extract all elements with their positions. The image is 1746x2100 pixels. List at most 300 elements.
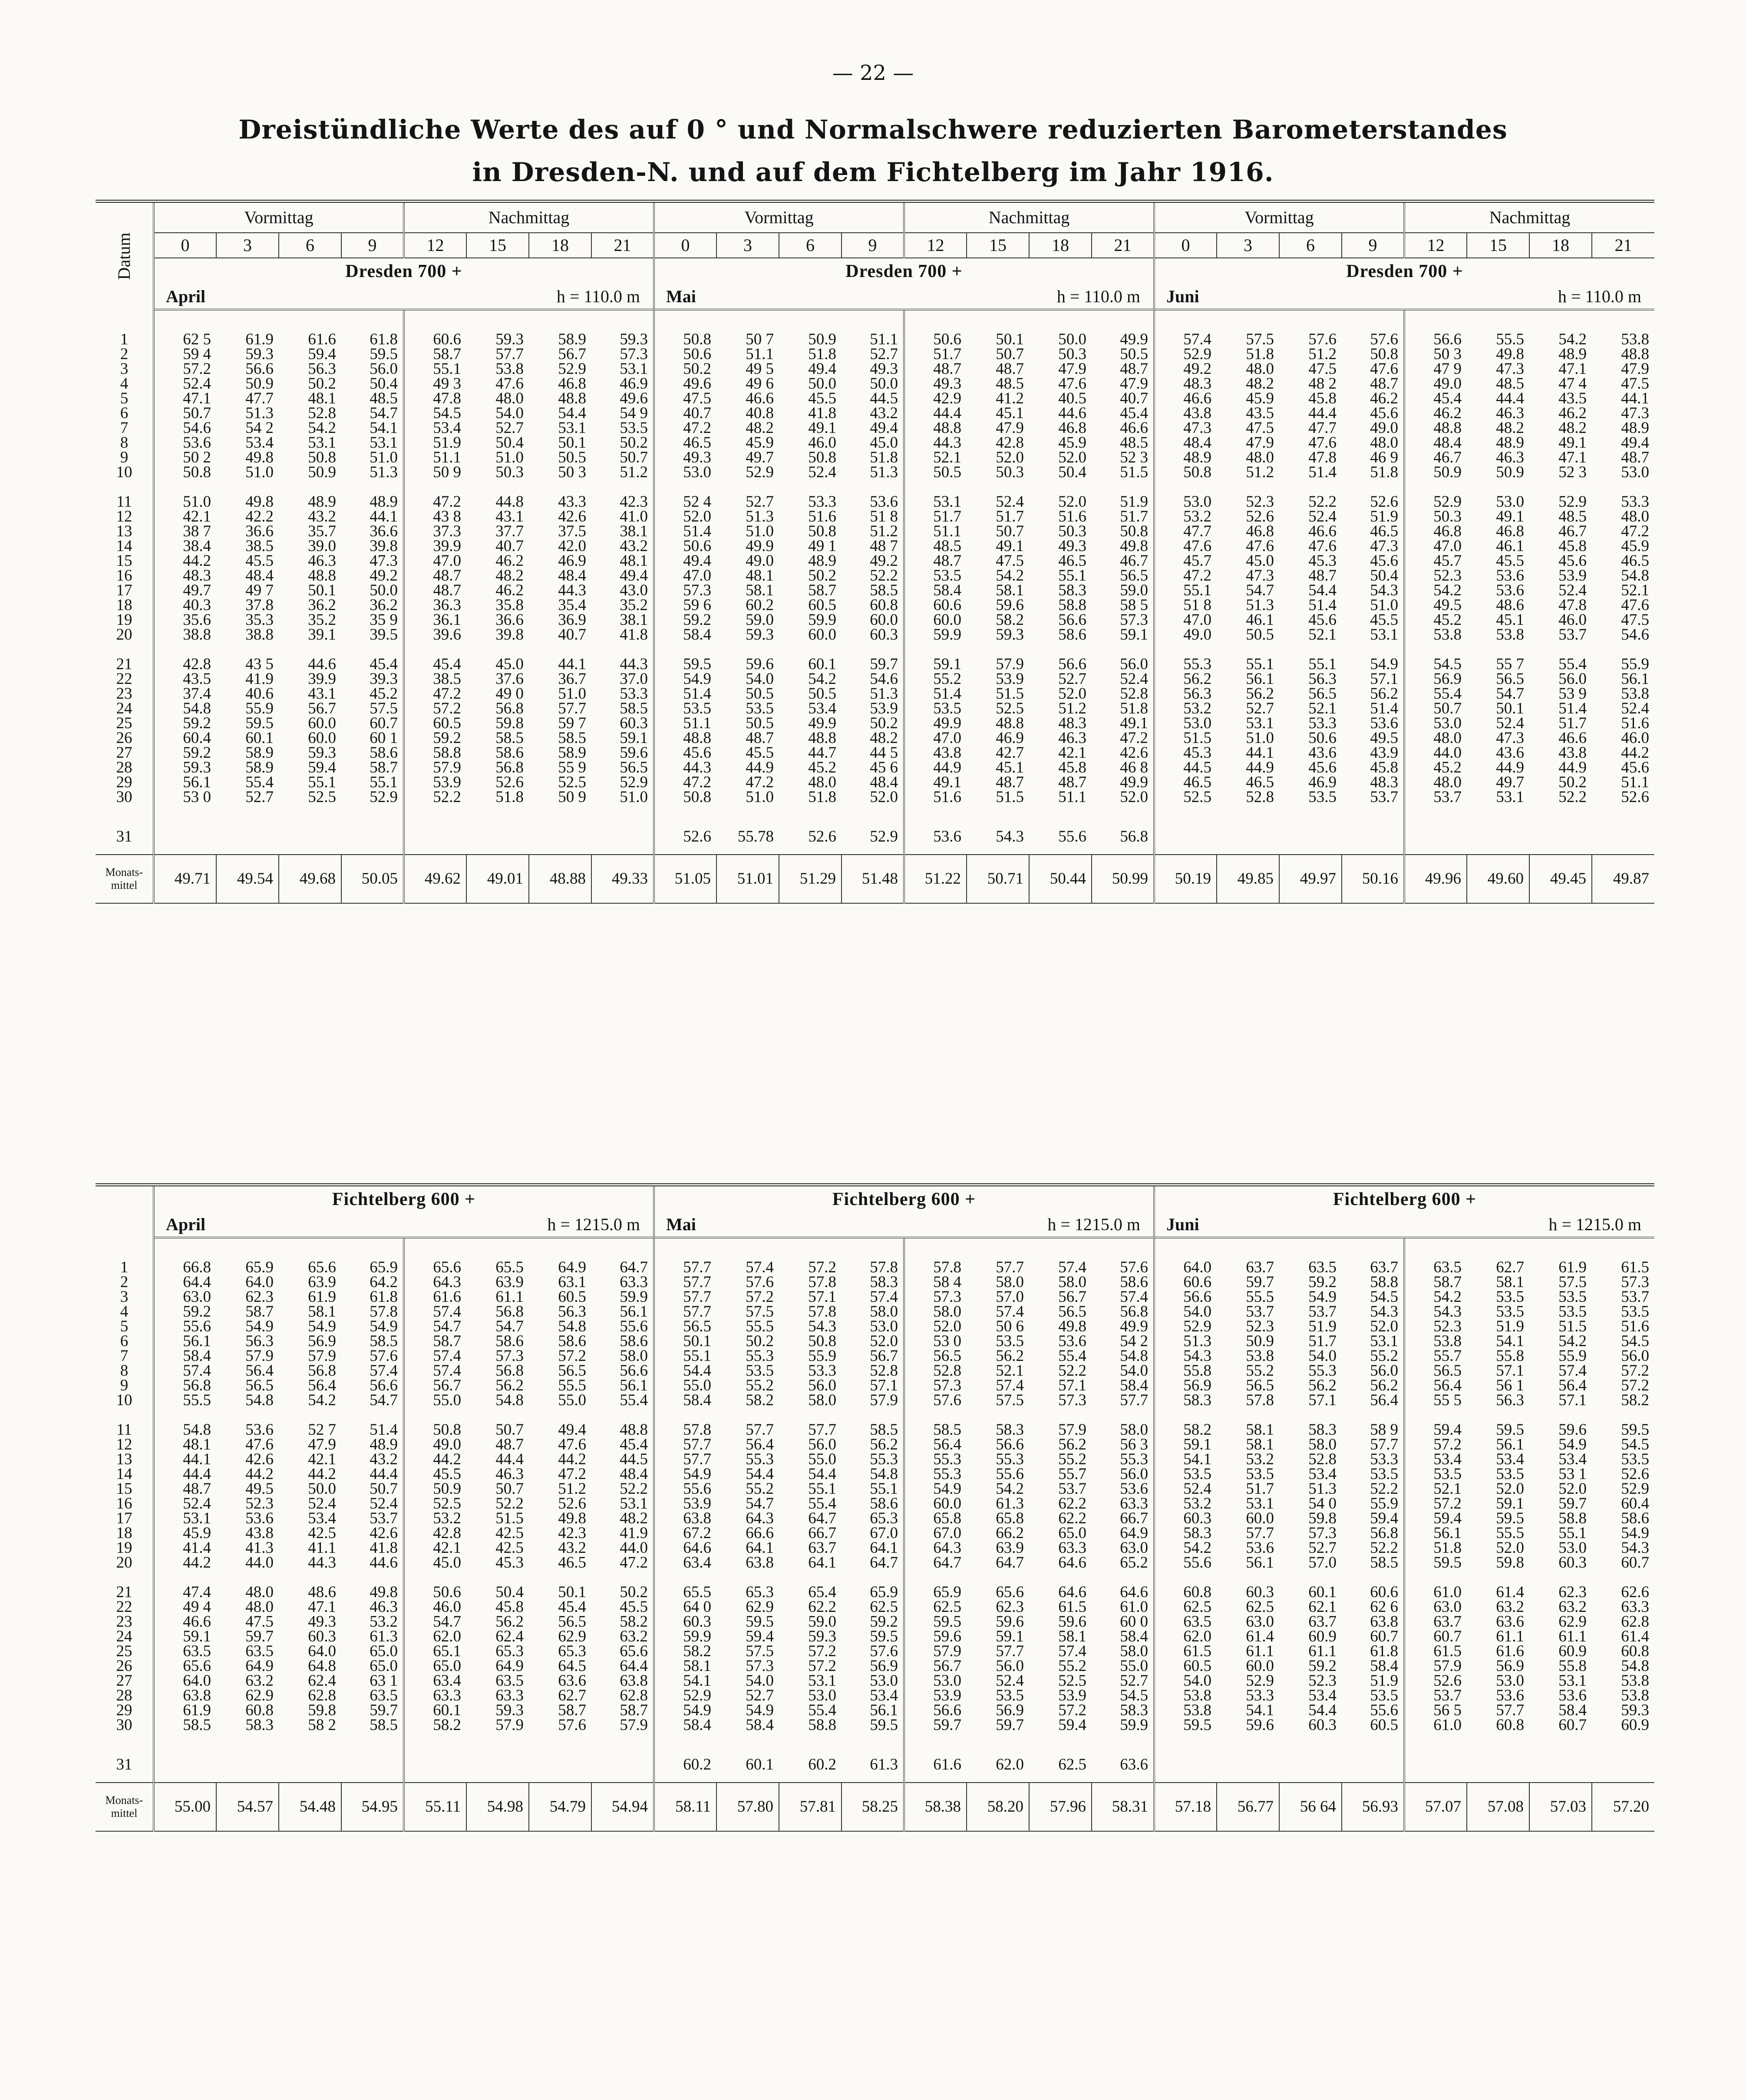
- value-cell: 45.9: [746, 436, 774, 450]
- value-cell: 57.9: [996, 657, 1024, 672]
- value-cell: 53.9: [996, 672, 1024, 687]
- value-cell: 48.0: [1404, 775, 1467, 790]
- day-number: 8: [96, 1364, 154, 1378]
- value-cell: 61.5: [1058, 1600, 1086, 1615]
- value-cell: 55.6: [654, 1482, 716, 1496]
- value-cell: 57.2: [746, 1290, 774, 1304]
- value-cell: 36.2: [308, 598, 336, 613]
- hour-header: 6: [779, 233, 842, 258]
- day-number: 3: [96, 362, 154, 376]
- value-cell: 59.7: [1246, 1275, 1274, 1290]
- value-cell: 48.4: [1404, 436, 1467, 450]
- mean-cell: 49.71: [154, 855, 216, 903]
- value-cell: 40.7: [558, 627, 586, 642]
- day-number: 27: [96, 1674, 154, 1688]
- value-cell: 58.6: [495, 1334, 524, 1349]
- height-label: h = 1215.0 m: [1404, 1212, 1654, 1238]
- station-row: [96, 1185, 1654, 1213]
- gap-cell: [591, 1570, 654, 1585]
- value-cell: 45.2: [808, 760, 836, 775]
- value-cell: 48.2: [495, 568, 524, 583]
- value-cell: 46.7: [1404, 450, 1467, 465]
- value-cell: 46.7: [1558, 524, 1587, 539]
- value-cell: 48.9: [308, 495, 336, 509]
- value-cell: 54.2: [308, 1393, 336, 1408]
- value-cell: 64.7: [904, 1555, 967, 1570]
- value-cell: 53.0: [1154, 495, 1217, 509]
- value-cell: 42.1: [308, 1452, 336, 1467]
- value-cell: 49.7: [1496, 775, 1524, 790]
- value-cell: 58.3: [1058, 583, 1086, 598]
- value-cell: 55.0: [1120, 1659, 1148, 1674]
- gap-cell: [904, 1408, 967, 1423]
- value-cell: 54.7: [495, 1319, 524, 1334]
- value-cell: 64.9: [245, 1659, 274, 1674]
- value-cell: 57.6: [870, 1644, 898, 1659]
- value-cell: 58.2: [620, 1615, 648, 1629]
- value-cell: 46.5: [1370, 524, 1398, 539]
- value-cell: 57.3: [1120, 613, 1148, 627]
- value-cell: 64.9: [1120, 1526, 1148, 1541]
- value-cell: 54.1: [654, 1674, 716, 1688]
- value-cell: 49.4: [1621, 436, 1649, 450]
- value-cell: 47.1: [1558, 362, 1587, 376]
- value-cell: 59.4: [1404, 1423, 1467, 1437]
- value-cell: 65.6: [154, 1659, 216, 1674]
- value-cell: 63.4: [404, 1674, 466, 1688]
- value-cell: 54.3: [1621, 1541, 1649, 1555]
- value-cell: 49 3: [404, 376, 466, 391]
- value-cell: 53.9: [654, 1496, 716, 1511]
- value-cell: 54.7: [1496, 687, 1524, 701]
- value-cell: 58.5: [1370, 1555, 1398, 1570]
- value-cell: 55.3: [996, 1452, 1024, 1467]
- value-cell: 54.0: [1120, 1364, 1148, 1378]
- value-cell: 54.3: [1154, 1349, 1217, 1364]
- value-cell: 60.4: [1621, 1496, 1649, 1511]
- value-cell: 51.0: [558, 687, 586, 701]
- value-cell: [404, 819, 466, 855]
- value-cell: 64.6: [1058, 1555, 1086, 1570]
- gap-cell: [1592, 805, 1654, 819]
- gap-cell: [591, 1408, 654, 1423]
- value-cell: 52.7: [495, 421, 524, 436]
- value-cell: 53.4: [1496, 1452, 1524, 1467]
- value-cell: 54.4: [746, 1467, 774, 1482]
- value-cell: 48.9: [808, 554, 836, 568]
- value-cell: 57.6: [370, 1349, 398, 1364]
- value-cell: 58.5: [558, 731, 586, 746]
- value-cell: 47.5: [1621, 376, 1649, 391]
- value-cell: 48.3: [154, 568, 216, 583]
- gap-cell: [404, 310, 466, 332]
- value-cell: 42.6: [1120, 746, 1148, 760]
- value-cell: 52.6: [1370, 495, 1398, 509]
- mean-cell: 48.88: [529, 855, 591, 903]
- gap-cell: [404, 1733, 466, 1747]
- value-cell: 55.1: [1058, 568, 1086, 583]
- value-cell: 49.3: [308, 1615, 336, 1629]
- value-cell: 46.9: [558, 554, 586, 568]
- value-cell: 48.0: [1370, 436, 1398, 450]
- value-cell: 52.0: [904, 1319, 967, 1334]
- value-cell: 53.3: [1308, 716, 1337, 731]
- value-cell: 48.2: [620, 1511, 648, 1526]
- hour-header: 15: [466, 233, 529, 258]
- value-cell: 52.3: [1308, 1674, 1337, 1688]
- gap-cell: [1029, 1570, 1092, 1585]
- value-cell: 57.2: [1404, 1496, 1467, 1511]
- value-cell: 57.7: [654, 1290, 716, 1304]
- gap-cell: [1467, 1570, 1529, 1585]
- gap-cell: [591, 1733, 654, 1747]
- value-cell: 61.4: [1621, 1629, 1649, 1644]
- value-cell: 58.4: [1558, 1703, 1587, 1718]
- value-cell: 45.9: [1621, 539, 1649, 554]
- value-cell: 59.5: [654, 657, 716, 672]
- value-cell: 45.8: [1308, 391, 1337, 406]
- value-cell: 67.2: [654, 1526, 716, 1541]
- value-cell: [341, 819, 404, 855]
- value-cell: 58.1: [746, 583, 774, 598]
- value-cell: 42.0: [558, 539, 586, 554]
- value-cell: 51.1: [654, 716, 716, 731]
- value-cell: 53.7: [1308, 1304, 1337, 1319]
- value-cell: 54.9: [1621, 1526, 1649, 1541]
- value-cell: 50.3: [996, 465, 1024, 480]
- gap-cell: [1217, 310, 1279, 332]
- value-cell: 50.2: [870, 716, 898, 731]
- value-cell: 53.0: [904, 1674, 967, 1688]
- value-cell: 63.7: [808, 1541, 836, 1555]
- value-cell: 45.1: [996, 406, 1024, 421]
- value-cell: 53.7: [1558, 627, 1587, 642]
- value-cell: 58.1: [1058, 1629, 1086, 1644]
- value-cell: 56.1: [154, 775, 216, 790]
- value-cell: 54.7: [404, 1319, 466, 1334]
- day-number: 5: [96, 391, 154, 406]
- value-cell: 58.9: [245, 746, 274, 760]
- value-cell: 47.9: [1621, 362, 1649, 376]
- value-cell: 44.9: [746, 760, 774, 775]
- value-cell: 61.3: [996, 1496, 1024, 1511]
- gap-cell: [1092, 310, 1154, 332]
- value-cell: 52.5: [1154, 790, 1217, 805]
- value-cell: 43.6: [1496, 746, 1524, 760]
- value-cell: 47.6: [558, 1437, 586, 1452]
- value-cell: 49 1: [808, 539, 836, 554]
- value-cell: 60.8: [1621, 1644, 1649, 1659]
- value-cell: 42.6: [245, 1452, 274, 1467]
- value-cell: 42.7: [996, 746, 1024, 760]
- value-cell: 53.4: [404, 421, 466, 436]
- value-cell: 64.7: [620, 1260, 648, 1275]
- value-cell: 57.6: [1308, 332, 1337, 347]
- value-cell: 58.4: [1120, 1378, 1148, 1393]
- value-cell: 57.8: [808, 1304, 836, 1319]
- mean-cell: 58.11: [654, 1783, 716, 1831]
- mean-cell: 57.20: [1592, 1783, 1654, 1831]
- value-cell: 56.6: [1058, 657, 1086, 672]
- day-number: 13: [96, 1452, 154, 1467]
- gap-datum: [96, 1408, 154, 1423]
- day-number: 25: [96, 1644, 154, 1659]
- day-number: 12: [96, 509, 154, 524]
- value-cell: 63.9: [308, 1275, 336, 1290]
- value-cell: 48.9: [370, 495, 398, 509]
- value-cell: 50.0: [870, 376, 898, 391]
- value-cell: 53.5: [996, 1334, 1024, 1349]
- value-cell: 51.3: [1246, 598, 1274, 613]
- value-cell: 57.4: [404, 1304, 466, 1319]
- gap-cell: [1092, 642, 1154, 657]
- value-cell: 45.6: [1308, 760, 1337, 775]
- value-cell: 64.7: [808, 1511, 836, 1526]
- value-cell: 51.3: [870, 465, 898, 480]
- value-cell: 51.6: [904, 790, 967, 805]
- day-number: 24: [96, 701, 154, 716]
- value-cell: 46.2: [1558, 406, 1587, 421]
- value-cell: 55.3: [904, 1467, 967, 1482]
- value-cell: 50.8: [808, 524, 836, 539]
- value-cell: 52.9: [1154, 1319, 1217, 1334]
- value-cell: 47.6: [1058, 376, 1086, 391]
- value-cell: 52.4: [154, 1496, 216, 1511]
- day-number: 1: [96, 332, 154, 347]
- monthly-mean-row: [96, 1783, 1654, 1831]
- table-row: [96, 1644, 1654, 1659]
- value-cell: 54.4: [558, 406, 586, 421]
- gap-datum: [96, 480, 154, 495]
- gap-cell: [1217, 642, 1279, 657]
- nachmittag-header: Nachmittag: [404, 201, 654, 233]
- value-cell: 48.0: [1621, 509, 1649, 524]
- mean-cell: 58.25: [842, 1783, 904, 1831]
- value-cell: 59.6: [1058, 1615, 1086, 1629]
- value-cell: 56.8: [1370, 1526, 1398, 1541]
- value-cell: 35.3: [245, 613, 274, 627]
- value-cell: 45.1: [1496, 613, 1524, 627]
- value-cell: 57.3: [620, 347, 648, 362]
- value-cell: 63.3: [1058, 1541, 1086, 1555]
- table-row: [96, 1482, 1654, 1496]
- value-cell: 51.5: [1120, 465, 1148, 480]
- value-cell: 59.3: [308, 746, 336, 760]
- value-cell: 45.8: [1058, 760, 1086, 775]
- value-cell: 48.7: [404, 583, 466, 598]
- value-cell: 58.7: [370, 760, 398, 775]
- value-cell: 56.2: [870, 1437, 898, 1452]
- value-cell: 49 5: [746, 362, 774, 376]
- table-row: [96, 362, 1654, 376]
- value-cell: 47.0: [904, 731, 967, 746]
- gap-cell: [1342, 805, 1404, 819]
- value-cell: 35.7: [308, 524, 336, 539]
- gap-cell: [967, 1570, 1029, 1585]
- value-cell: 53.1: [1246, 716, 1274, 731]
- value-cell: 53.8: [1246, 1349, 1274, 1364]
- value-cell: 53.0: [870, 1319, 898, 1334]
- value-cell: 46.0: [808, 436, 836, 450]
- value-cell: 52.6: [1246, 509, 1274, 524]
- gap-datum: [96, 1570, 154, 1585]
- gap-cell: [654, 1570, 716, 1585]
- day-number: 23: [96, 687, 154, 701]
- gap-cell: [404, 480, 466, 495]
- value-cell: 51.0: [746, 790, 774, 805]
- value-cell: 60.7: [1621, 1555, 1649, 1570]
- value-cell: 48.2: [1246, 376, 1274, 391]
- value-cell: 55.5: [1496, 1526, 1524, 1541]
- value-cell: 62 5: [154, 332, 216, 347]
- value-cell: 67.0: [904, 1526, 967, 1541]
- value-cell: 53.8: [1621, 1688, 1649, 1703]
- value-cell: 48.7: [154, 1482, 216, 1496]
- day-number: 18: [96, 1526, 154, 1541]
- value-cell: 59.2: [154, 1304, 216, 1319]
- value-cell: 35.4: [558, 598, 586, 613]
- value-cell: 50.3: [1058, 347, 1086, 362]
- mean-cell: 57.81: [779, 1783, 842, 1831]
- value-cell: 46.8: [1058, 421, 1086, 436]
- value-cell: 53.4: [870, 1688, 898, 1703]
- value-cell: 57.9: [904, 1644, 967, 1659]
- value-cell: 54.8: [558, 1319, 586, 1334]
- value-cell: 55.0: [808, 1452, 836, 1467]
- table-row: [96, 1349, 1654, 1364]
- value-cell: 50.0: [308, 1482, 336, 1496]
- value-cell: 56.5: [245, 1378, 274, 1393]
- day-number: 25: [96, 716, 154, 731]
- value-cell: 47.6: [1154, 539, 1217, 554]
- value-cell: 51.4: [1370, 701, 1398, 716]
- value-cell: 45.0: [495, 657, 524, 672]
- value-cell: 61.8: [1370, 1644, 1398, 1659]
- value-cell: 57.3: [1621, 1275, 1649, 1290]
- value-cell: 61.1: [495, 1290, 524, 1304]
- value-cell: 45.5: [1370, 613, 1398, 627]
- value-cell: 48.6: [308, 1585, 336, 1600]
- value-cell: 55.1: [808, 1482, 836, 1496]
- value-cell: 52.2: [404, 790, 466, 805]
- value-cell: 46.3: [495, 1467, 524, 1482]
- value-cell: 56.0: [808, 1437, 836, 1452]
- value-cell: 65.0: [370, 1644, 398, 1659]
- value-cell: 50.8: [404, 1423, 466, 1437]
- value-cell: 57.0: [996, 1290, 1024, 1304]
- value-cell: 49.8: [370, 1585, 398, 1600]
- gap-cell: [341, 1570, 404, 1585]
- value-cell: 66.7: [808, 1526, 836, 1541]
- value-cell: 51.3: [1308, 1482, 1337, 1496]
- value-cell: 61.9: [245, 332, 274, 347]
- value-cell: 61.6: [1496, 1644, 1524, 1659]
- value-cell: 47 9: [1404, 362, 1467, 376]
- value-cell: 51.7: [996, 509, 1024, 524]
- value-cell: 62.5: [870, 1600, 898, 1615]
- value-cell: 51.9: [1370, 509, 1398, 524]
- gap-cell: [341, 1238, 404, 1260]
- value-cell: 50.2: [746, 1334, 774, 1349]
- value-cell: 59.0: [746, 613, 774, 627]
- value-cell: 54.4: [1308, 1703, 1337, 1718]
- value-cell: 55.6: [154, 1319, 216, 1334]
- value-cell: 49.3: [654, 450, 716, 465]
- value-cell: 47.1: [308, 1600, 336, 1615]
- value-cell: 54 0: [1308, 1496, 1337, 1511]
- table-row: [96, 436, 1654, 450]
- value-cell: 60.7: [1404, 1629, 1467, 1644]
- value-cell: 55.5: [558, 1378, 586, 1393]
- value-cell: 63.7: [1404, 1615, 1467, 1629]
- value-cell: 48.7: [1058, 775, 1086, 790]
- value-cell: 54.5: [1404, 657, 1467, 672]
- value-cell: 55.3: [1308, 1364, 1337, 1378]
- gap-cell: [216, 1570, 279, 1585]
- value-cell: 57.2: [1404, 1437, 1467, 1452]
- value-cell: 44.3: [904, 436, 967, 450]
- value-cell: 50.9: [404, 1482, 466, 1496]
- value-cell: 41.8: [808, 406, 836, 421]
- value-cell: 43.5: [1558, 391, 1587, 406]
- value-cell: 52.4: [996, 495, 1024, 509]
- hour-header: 6: [1279, 233, 1342, 258]
- value-cell: 58.4: [654, 627, 716, 642]
- value-cell: 47.9: [1246, 436, 1274, 450]
- value-cell: 49.6: [654, 376, 716, 391]
- hour-header: 15: [967, 233, 1029, 258]
- gap-cell: [341, 310, 404, 332]
- value-cell: 50 9: [404, 465, 466, 480]
- day-number: 5: [96, 1319, 154, 1334]
- value-cell: 58.0: [1058, 1275, 1086, 1290]
- value-cell: 53.0: [1558, 1541, 1587, 1555]
- value-cell: 47.0: [404, 554, 466, 568]
- value-cell: 44.4: [495, 1452, 524, 1467]
- value-cell: 39.6: [404, 627, 466, 642]
- value-cell: 53.8: [1404, 627, 1467, 642]
- value-cell: 48.9: [1496, 436, 1524, 450]
- value-cell: 49.4: [620, 568, 648, 583]
- value-cell: 47.2: [404, 495, 466, 509]
- value-cell: 49 4: [154, 1600, 216, 1615]
- value-cell: 49.5: [245, 1482, 274, 1496]
- value-cell: 35.2: [620, 598, 648, 613]
- month-label: April: [154, 1212, 404, 1238]
- value-cell: 54.2: [808, 672, 836, 687]
- value-cell: 51.5: [495, 1511, 524, 1526]
- value-cell: 50.5: [808, 687, 836, 701]
- gap-cell: [1467, 642, 1529, 657]
- value-cell: 43.6: [1308, 746, 1337, 760]
- gap-cell: [654, 1238, 716, 1260]
- value-cell: 60.0: [1246, 1659, 1274, 1674]
- value-cell: 58.1: [996, 583, 1024, 598]
- value-cell: 42.5: [495, 1526, 524, 1541]
- value-cell: 53.5: [1370, 1467, 1398, 1482]
- value-cell: 63.3: [404, 1688, 466, 1703]
- value-cell: 52.8: [308, 406, 336, 421]
- page-number: — 22 —: [832, 61, 914, 85]
- gap-cell: [1092, 1570, 1154, 1585]
- value-cell: 50.2: [1558, 775, 1587, 790]
- gap-cell: [716, 1570, 779, 1585]
- value-cell: 51 8: [870, 509, 898, 524]
- value-cell: 56.5: [1404, 1364, 1467, 1378]
- value-cell: 58.5: [870, 583, 898, 598]
- table-row: [96, 1334, 1654, 1349]
- value-cell: 44.9: [1496, 760, 1524, 775]
